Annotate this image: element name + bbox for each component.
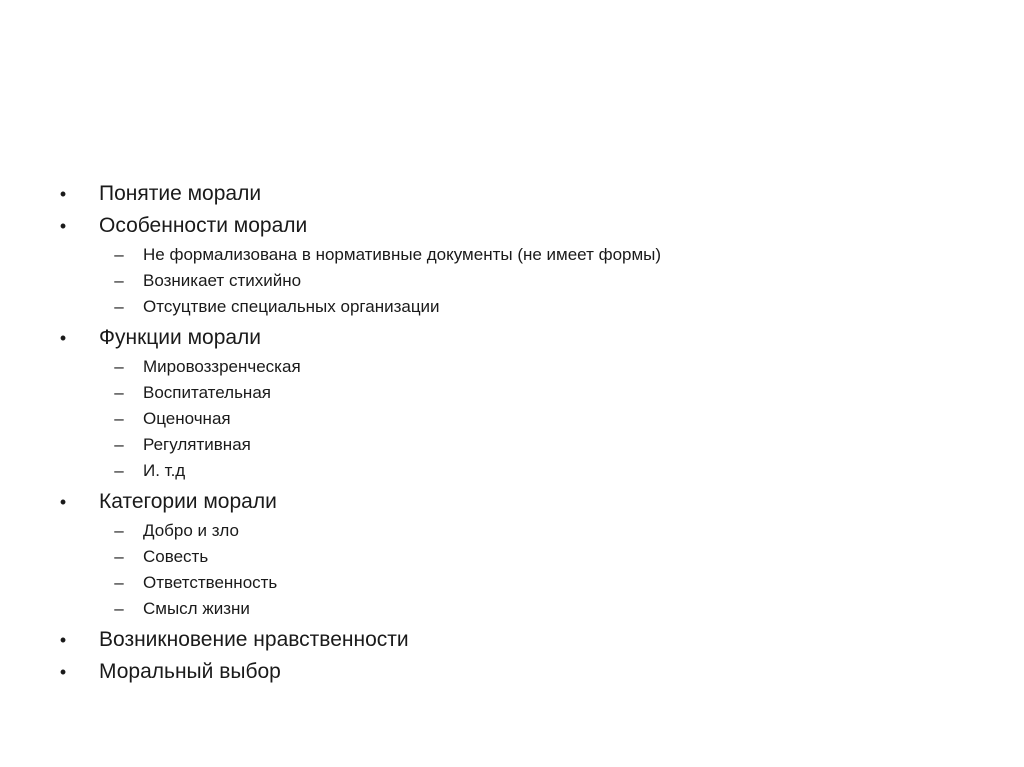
sub-item [56,518,956,544]
dash-icon: – [114,599,124,618]
bullet-text: Особенности морали [99,214,308,237]
bullet-item-features [56,210,956,242]
sub-item-text: Возникает стихийно [143,271,302,290]
dash-icon: – [114,245,124,264]
sub-item-text: Мировоззренческая [143,357,301,376]
sub-item-text: Смысл жизни [143,599,250,618]
bullet-dot-icon: • [59,216,67,236]
bullet-item-categories [56,486,956,518]
bullet-item-origin [56,624,956,656]
bullet-text: Категории морали [99,490,277,513]
sub-item [56,432,956,458]
sub-item [56,544,956,570]
sub-item-text: Ответственность [143,573,278,592]
sub-item-text: Отсуцтвие специальных организации [143,297,440,316]
bullet-dot-icon: • [59,662,67,682]
sub-item-text: Регулятивная [143,435,251,454]
sub-item [56,242,956,268]
sub-item [56,268,956,294]
sub-item-text: И. т.д [143,461,186,480]
bullet-text: Понятие морали [99,182,262,205]
bullet-list [56,178,956,688]
sub-item-text: Совесть [143,547,209,566]
dash-icon: – [114,461,124,480]
dash-icon: – [114,271,124,290]
bullet-text: Моральный выбор [99,660,281,683]
sub-item-text: Оценочная [143,409,231,428]
bullet-dot-icon: • [59,492,67,512]
bullet-dot-icon: • [59,630,67,650]
dash-icon: – [114,573,124,592]
dash-icon: – [114,435,124,454]
sub-item-text: Добро и зло [143,521,239,540]
dash-icon: – [114,521,124,540]
sub-item-text: Воспитательная [143,383,271,402]
dash-icon: – [114,547,124,566]
sub-item-text: Не формализована в нормативные документы (не имеет формы) [143,245,662,264]
bullet-dot-icon: • [59,328,67,348]
bullet-item-functions [56,322,956,354]
sub-item [56,380,956,406]
bullet-item-concept [56,178,956,210]
sub-item [56,354,956,380]
bullet-item-choice [56,656,956,688]
sub-item [56,294,956,320]
dash-icon: – [114,357,124,376]
sub-item [56,458,956,484]
dash-icon: – [114,297,124,316]
sub-item [56,596,956,622]
sub-item [56,406,956,432]
dash-icon: – [114,409,124,428]
dash-icon: – [114,383,124,402]
bullet-text: Возникновение нравственности [99,628,409,651]
bullet-text: Функции морали [99,326,262,349]
bullet-dot-icon: • [59,184,67,204]
sub-item [56,570,956,596]
